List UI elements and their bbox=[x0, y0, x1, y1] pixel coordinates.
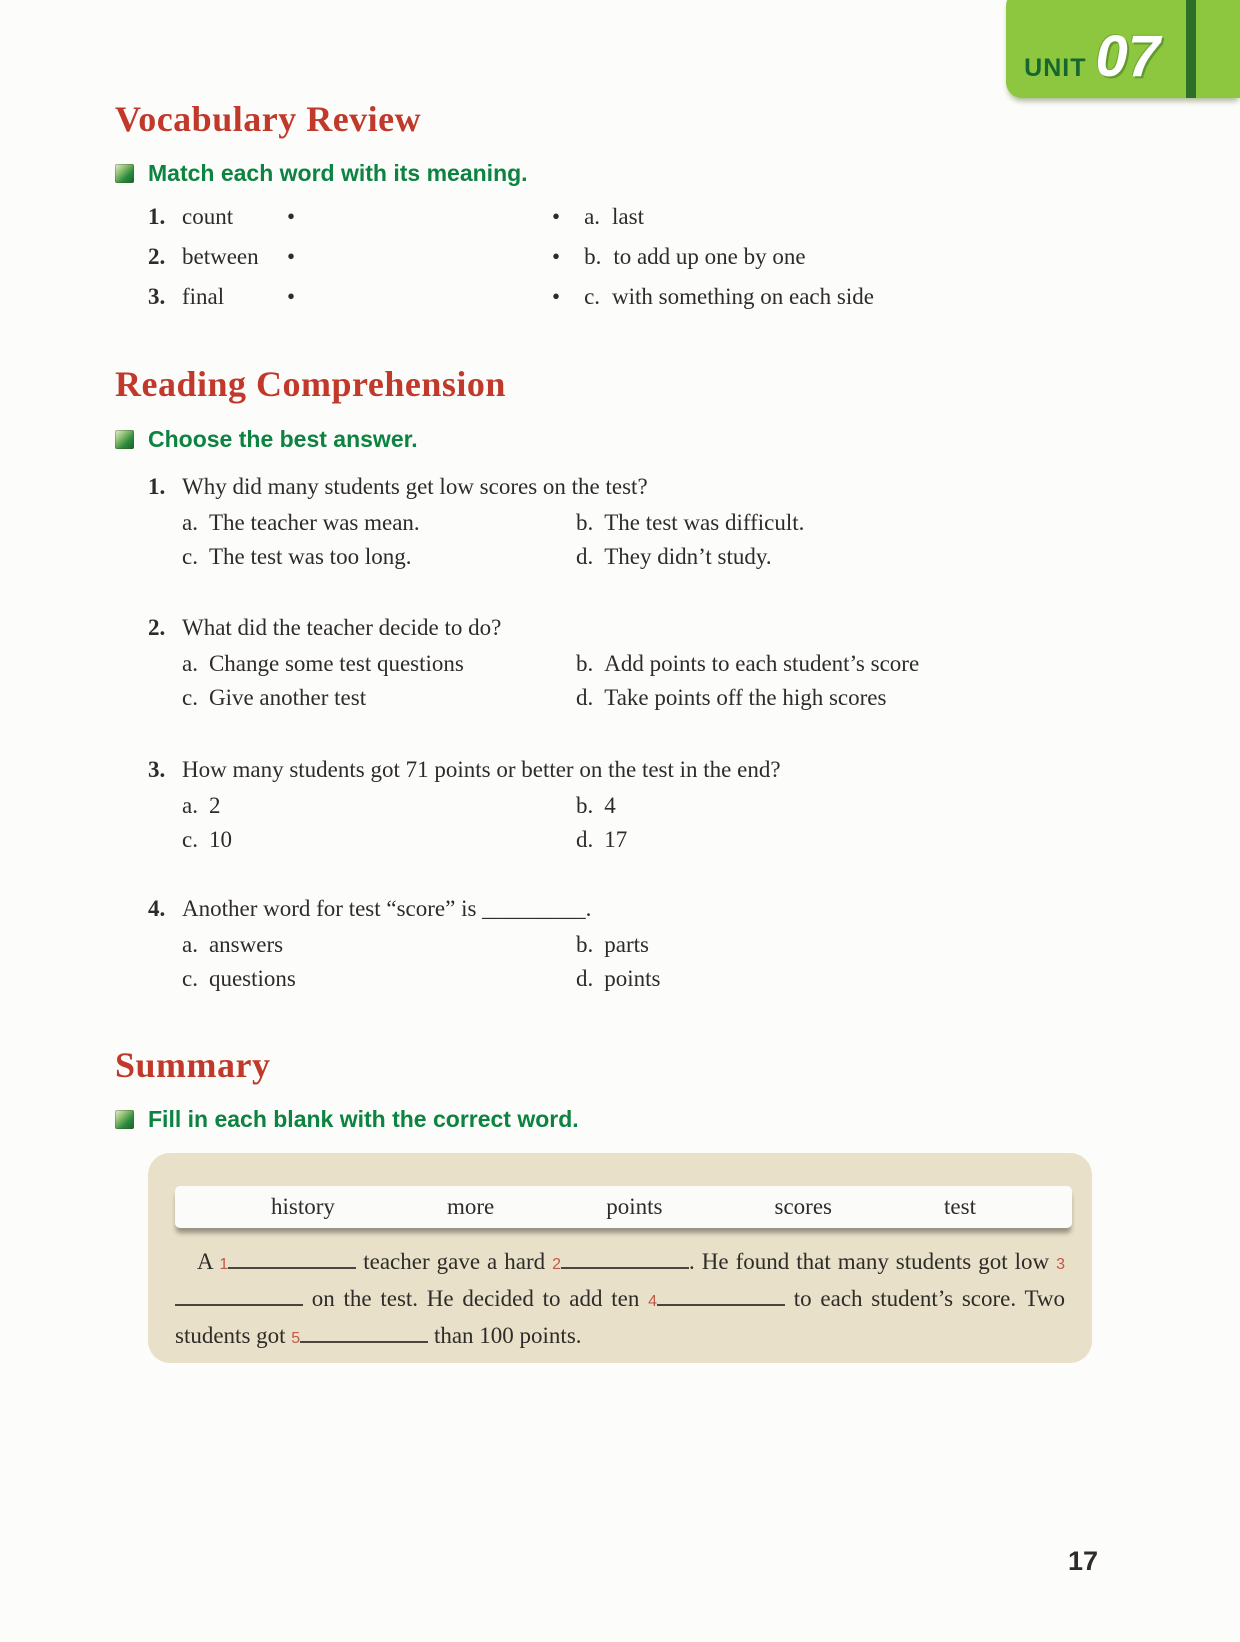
match-meaning[interactable]: to add up one by one bbox=[613, 244, 806, 269]
page-number: 17 bbox=[1068, 1546, 1099, 1576]
match-bullet-left[interactable]: • bbox=[287, 284, 296, 309]
match-right bbox=[552, 244, 806, 270]
option-b[interactable] bbox=[576, 928, 1125, 962]
section-marker-icon bbox=[115, 1110, 134, 1129]
cloze-paragraph bbox=[175, 1245, 1065, 1356]
badge-text bbox=[1024, 24, 1160, 89]
match-bullet-right[interactable]: • bbox=[552, 284, 561, 309]
match-row bbox=[115, 204, 1125, 244]
question-number: 2. bbox=[148, 615, 166, 640]
match-row bbox=[115, 284, 1125, 324]
summary-title: Summary bbox=[115, 1045, 271, 1085]
summary-instruction bbox=[115, 1106, 1125, 1133]
question-options bbox=[182, 647, 1125, 715]
question-2 bbox=[115, 615, 1125, 715]
match-bullet-right[interactable]: • bbox=[552, 204, 561, 229]
cloze-text: on the test. He decided to add ten bbox=[303, 1286, 649, 1311]
option-text: Take points off the high scores bbox=[604, 685, 887, 710]
question-options bbox=[182, 506, 1125, 574]
question-stem bbox=[115, 615, 1125, 641]
match-letter: b. bbox=[584, 244, 602, 269]
question-number: 3. bbox=[148, 757, 166, 782]
match-bullet-left[interactable]: • bbox=[287, 244, 296, 269]
word-bank-item[interactable]: points bbox=[606, 1194, 663, 1219]
option-text: Add points to each student’s score bbox=[604, 651, 920, 676]
option-letter: a. bbox=[182, 510, 198, 535]
question-text: Why did many students get low scores on the test? bbox=[182, 474, 648, 499]
question-options bbox=[182, 789, 1125, 857]
option-letter: c. bbox=[182, 544, 198, 569]
option-letter: c. bbox=[182, 827, 198, 852]
option-b[interactable] bbox=[576, 506, 1125, 540]
summary-box bbox=[148, 1153, 1092, 1363]
match-meaning[interactable]: last bbox=[612, 204, 644, 229]
option-letter: b. bbox=[576, 932, 594, 957]
match-meaning[interactable]: with something on each side bbox=[612, 284, 874, 309]
option-a[interactable] bbox=[182, 789, 576, 823]
unit-number: 07 bbox=[1095, 24, 1160, 89]
cloze-text: . He found that many students got low bbox=[689, 1249, 1057, 1274]
reading-instruction bbox=[115, 426, 1125, 453]
unit-badge bbox=[1006, 0, 1240, 98]
match-row bbox=[115, 244, 1125, 284]
matching-exercise bbox=[115, 204, 1125, 324]
reading-section bbox=[115, 363, 1125, 405]
reading-title: Reading Comprehension bbox=[115, 364, 506, 404]
match-number: 1. bbox=[148, 204, 166, 229]
option-a[interactable] bbox=[182, 647, 576, 681]
blank-line[interactable] bbox=[175, 1284, 303, 1306]
vocabulary-title: Vocabulary Review bbox=[115, 99, 422, 139]
option-d[interactable] bbox=[576, 540, 1125, 574]
vocabulary-instruction bbox=[115, 160, 1125, 187]
match-word[interactable]: final bbox=[182, 284, 225, 309]
option-letter: d. bbox=[576, 966, 594, 991]
match-letter: c. bbox=[584, 284, 601, 309]
option-b[interactable] bbox=[576, 789, 1125, 823]
vocabulary-section bbox=[115, 98, 1125, 140]
blank-line[interactable] bbox=[300, 1321, 428, 1343]
summary-section bbox=[115, 1044, 1125, 1086]
blank-number: 1 bbox=[219, 1256, 229, 1273]
section-marker-icon bbox=[115, 430, 134, 449]
cloze-text: teacher gave a hard bbox=[356, 1249, 553, 1274]
option-text: The teacher was mean. bbox=[208, 510, 420, 535]
option-letter: c. bbox=[182, 685, 198, 710]
option-text: answers bbox=[208, 932, 284, 957]
option-c[interactable] bbox=[182, 540, 576, 574]
word-bank-item[interactable]: test bbox=[944, 1194, 976, 1219]
option-letter: a. bbox=[182, 651, 198, 676]
option-a[interactable] bbox=[182, 506, 576, 540]
option-d[interactable] bbox=[576, 962, 1125, 996]
cloze-text: than 100 points. bbox=[428, 1323, 582, 1348]
option-text: parts bbox=[604, 932, 649, 957]
option-c[interactable] bbox=[182, 681, 576, 715]
option-text: The test was too long. bbox=[208, 544, 412, 569]
reading-instruction-label: Choose the best answer. bbox=[148, 426, 418, 452]
question-1 bbox=[115, 474, 1125, 574]
option-letter: d. bbox=[576, 544, 594, 569]
question-number: 4. bbox=[148, 896, 166, 921]
option-letter: b. bbox=[576, 793, 594, 818]
option-letter: d. bbox=[576, 827, 594, 852]
question-text: How many students got 71 points or better on the test in the end? bbox=[182, 757, 781, 782]
option-b[interactable] bbox=[576, 647, 1125, 681]
blank-number: 5 bbox=[291, 1330, 301, 1347]
option-text: questions bbox=[208, 966, 296, 991]
option-letter: d. bbox=[576, 685, 594, 710]
option-c[interactable] bbox=[182, 823, 576, 857]
option-letter: a. bbox=[182, 793, 198, 818]
match-number: 3. bbox=[148, 284, 166, 309]
blank-number: 4 bbox=[648, 1293, 658, 1310]
question-stem bbox=[115, 896, 1125, 922]
question-4 bbox=[115, 896, 1125, 996]
question-text: What did the teacher decide to do? bbox=[182, 615, 502, 640]
option-letter: b. bbox=[576, 651, 594, 676]
question-stem bbox=[115, 757, 1125, 783]
option-text: points bbox=[604, 966, 661, 991]
match-number: 2. bbox=[148, 244, 166, 269]
blank-line[interactable] bbox=[561, 1247, 689, 1269]
option-letter: a. bbox=[182, 932, 198, 957]
question-text: Another word for test “score” is _________. bbox=[182, 896, 592, 921]
question-3 bbox=[115, 757, 1125, 857]
match-bullet-right[interactable]: • bbox=[552, 244, 561, 269]
question-number: 1. bbox=[148, 474, 166, 499]
option-text: Give another test bbox=[208, 685, 367, 710]
cloze-text: A bbox=[197, 1249, 220, 1274]
word-bank-item[interactable]: more bbox=[446, 1194, 495, 1219]
option-text: They didn’t study. bbox=[604, 544, 772, 569]
section-marker-icon bbox=[115, 164, 134, 183]
option-letter: c. bbox=[182, 966, 198, 991]
match-right bbox=[552, 284, 874, 310]
summary-instruction-label: Fill in each blank with the correct word. bbox=[148, 1106, 579, 1132]
match-word[interactable]: between bbox=[182, 244, 259, 269]
match-letter: a. bbox=[584, 204, 601, 229]
blank-number: 3 bbox=[1056, 1256, 1065, 1273]
match-bullet-left[interactable]: • bbox=[287, 204, 296, 229]
blank-line[interactable] bbox=[228, 1247, 356, 1269]
option-a[interactable] bbox=[182, 928, 576, 962]
option-text: The test was difficult. bbox=[604, 510, 805, 535]
option-text: 2 bbox=[208, 793, 221, 818]
word-bank-item[interactable]: history bbox=[271, 1194, 335, 1219]
match-right bbox=[552, 204, 644, 230]
question-stem bbox=[115, 474, 1125, 500]
cloze-text: to each student’s score. Two students got bbox=[175, 1286, 1065, 1348]
option-letter: b. bbox=[576, 510, 594, 535]
vocabulary-instruction-label: Match each word with its meaning. bbox=[148, 160, 528, 186]
blank-line[interactable] bbox=[657, 1284, 785, 1306]
match-word[interactable]: count bbox=[182, 204, 234, 229]
unit-label: UNIT bbox=[1024, 54, 1087, 82]
question-options bbox=[182, 928, 1125, 996]
option-text: Change some test questions bbox=[208, 651, 464, 676]
option-d[interactable] bbox=[576, 823, 1125, 857]
option-text: 17 bbox=[604, 827, 628, 852]
option-text: 10 bbox=[208, 827, 232, 852]
badge-dark-stripe bbox=[1186, 0, 1196, 98]
blank-number: 2 bbox=[552, 1256, 562, 1273]
option-d[interactable] bbox=[576, 681, 1125, 715]
word-bank bbox=[175, 1186, 1072, 1228]
option-c[interactable] bbox=[182, 962, 576, 996]
option-text: 4 bbox=[604, 793, 616, 818]
word-bank-item[interactable]: scores bbox=[774, 1194, 832, 1219]
